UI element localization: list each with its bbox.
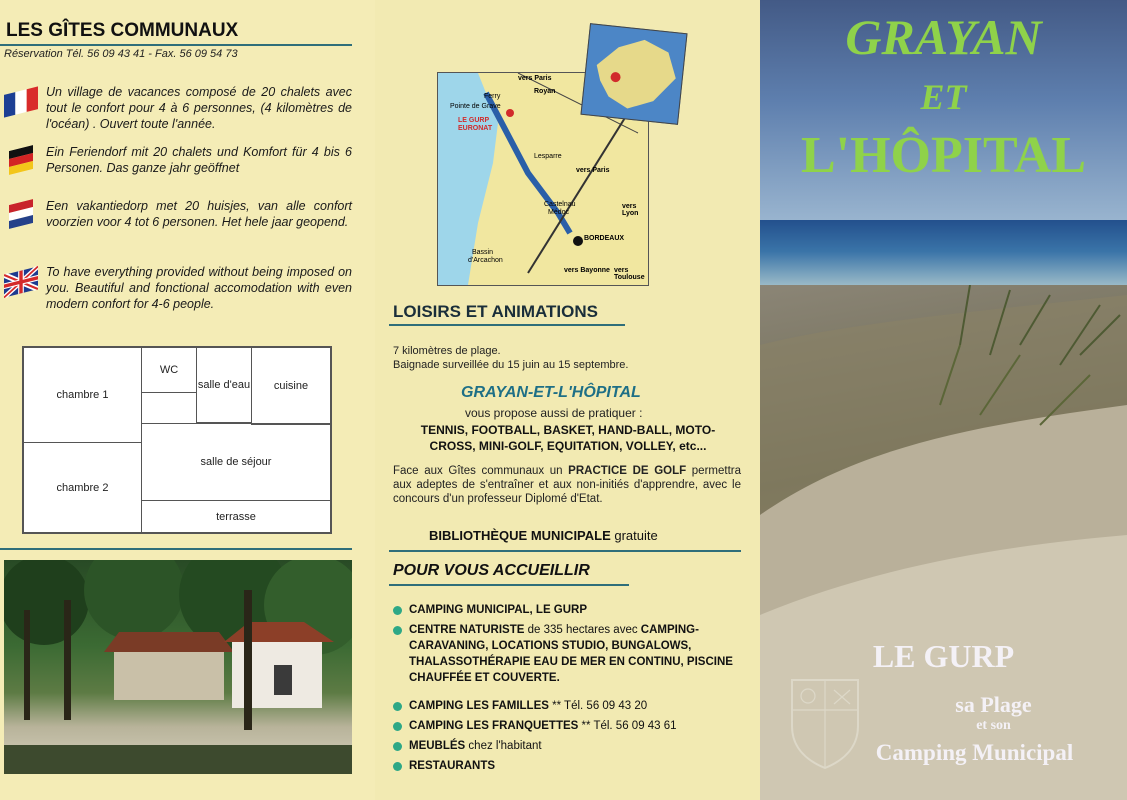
map-royan: Royan (534, 88, 556, 95)
familles-tel: ** Tél. 56 09 43 20 (548, 700, 648, 712)
map-medoc: Médoc (548, 209, 570, 216)
lang-text-nl: Een vakantiedorp met 20 huisjes, van alle confort voorzien voor 4 tot 6 personen. Het hele jaar geopend. (46, 199, 352, 229)
grayan-heading: GRAYAN-ET-L'HÔPITAL (461, 384, 641, 401)
cover-title-grayan: GRAYAN (845, 9, 1042, 65)
familles-bold: CAMPING LES FAMILLES (409, 700, 549, 712)
golf-bold: PRACTICE DE GOLF (568, 465, 687, 477)
golf-post: permettra aux adeptes de s'entraîner et aux non-initiés d'apprendre, avec le concours d'un professeur Diplomé d'Etat. (393, 465, 741, 505)
map-vers-paris-1: vers Paris (518, 75, 552, 82)
gites-title: LES GÎTES COMMUNAUX (6, 20, 239, 41)
middle-panel (375, 0, 760, 800)
title-rule (0, 44, 352, 46)
room-label: terrasse (216, 510, 256, 523)
loisirs-heading: LOISIRS ET ANIMATIONS (393, 302, 598, 321)
room-label: salle d'eau (197, 379, 251, 391)
meubles-bold: MEUBLÉS (409, 740, 466, 752)
bullet-icon (393, 722, 402, 731)
room-label: salle de séjour (200, 456, 272, 468)
map-bordeaux: BORDEAUX (584, 235, 625, 242)
map-castelnau: Castelnau (544, 201, 576, 208)
sports-line-2: CROSS, MINI-GOLF, EQUITATION, VOLLEY, etc... (429, 439, 707, 453)
loisirs-rule (389, 324, 625, 326)
golf-pre: Face aux Gîtes communaux un (393, 465, 569, 477)
franquettes-tel: ** Tél. 56 09 43 61 (578, 720, 677, 732)
room-label: cuisine (273, 380, 309, 392)
cover-title-et: ET (920, 77, 967, 117)
naturiste-mid: de 335 hectares avec (524, 624, 641, 636)
map-arcachon: d'Arcachon (468, 257, 503, 264)
uk-flag-icon (4, 266, 38, 298)
accueil-item-text (409, 738, 743, 754)
room-label: chambre 1 (56, 389, 109, 401)
room-wc (141, 347, 197, 393)
reservation-line: Réservation Tél. 56 09 43 41 - Fax. 56 09 54 73 (4, 48, 238, 60)
accueil-item-text: RESTAURANTS (409, 760, 496, 772)
golf-paragraph (393, 464, 741, 506)
germany-flag-icon (4, 144, 38, 176)
room-chambre-2 (23, 442, 142, 533)
lang-text-fr: Un village de vacances composé de 20 chalets avec tout le confort pour 4 à 6 personnes, (4 kilomètres de l'océan) . Ouvert toute l'année. (46, 85, 352, 131)
europe-shape (582, 24, 687, 124)
meubles-rest: chez l'habitant (465, 740, 542, 752)
room-terrasse (141, 500, 331, 533)
plage-line: 7 kilomètres de plage. (393, 345, 501, 357)
biblio-rest: gratuite (610, 528, 658, 543)
room-sejour (141, 423, 331, 501)
room-label: WC (159, 364, 179, 376)
accueil-top-rule (389, 550, 741, 552)
map-ferry: Ferry (484, 93, 501, 100)
accueil-item-text (409, 718, 743, 734)
cover-et-son: et son (976, 718, 1011, 733)
chalets-illustration (4, 560, 352, 774)
naturiste-bold-2: CAMPING-CARAVANING, LOCATIONS STUDIO, BUNGALOWS, THALASSOTHÉRAPIE EAU DE MER EN CONTINU, PISCINE CHAUFFÉE ET COUVERTE. (409, 624, 733, 684)
franquettes-bold: CAMPING LES FRANQUETTES (409, 720, 579, 732)
lang-text-en: To have everything provided without being imposed on you. Beautiful and fonctional accomodation with even modern confort for 4-6 people. (46, 265, 352, 311)
right-panel-cover (760, 0, 1127, 800)
lang-text-de: Ein Feriendorf mit 20 chalets und Komfort für 4 bis 6 Personen. Das ganze jahr geöffnet (46, 145, 352, 175)
cover-le-gurp: LE GURP (872, 638, 1015, 674)
map-euronat: EURONAT (458, 125, 493, 132)
accueil-item-text (409, 698, 743, 714)
naturiste-bold: CENTRE NATURISTE (409, 624, 525, 636)
biblio-bold: BIBLIOTHÈQUE MUNICIPALE (429, 528, 611, 543)
baignade-line: Baignade surveillée du 15 juin au 15 septembre. (393, 359, 629, 371)
accueil-rule (389, 584, 629, 586)
cover-camping-municipal: Camping Municipal (875, 740, 1074, 765)
sea-background (760, 220, 1127, 290)
room-label: chambre 2 (56, 481, 109, 494)
room-salle-eau (196, 347, 252, 423)
sports-list (393, 422, 743, 454)
floor-plan (22, 346, 332, 534)
section-rule (0, 548, 352, 550)
map-vers-lyon: vers Lyon (622, 203, 639, 217)
accueil-heading: POUR VOUS ACCUEILLIR (393, 562, 590, 579)
bibliotheque-line (429, 528, 658, 543)
bullet-icon (393, 702, 402, 711)
bullet-icon (393, 606, 402, 615)
room-chambre-1 (23, 347, 142, 443)
france-flag-icon (4, 86, 38, 118)
accueil-item-text (409, 622, 743, 686)
sports-line-1: TENNIS, FOOTBALL, BASKET, HAND-BALL, MOTO- (420, 423, 716, 437)
accueil-item-text: CAMPING MUNICIPAL, LE GURP (409, 604, 588, 616)
map-vers-toulouse: vers Toulouse (614, 267, 645, 281)
cover-sa-plage: sa Plage (955, 692, 1032, 717)
bullet-icon (393, 742, 402, 751)
bullet-icon (393, 626, 402, 635)
europe-inset-map (580, 23, 687, 125)
map-bassin: Bassin (472, 249, 494, 256)
room-cuisine (251, 347, 331, 425)
chalets-photo (4, 560, 352, 774)
netherlands-flag-icon (4, 198, 38, 230)
left-panel (0, 0, 375, 800)
map-vers-bayonne: vers Bayonne (564, 267, 610, 274)
map-pointe-de-grave: Pointe de Grave (450, 103, 501, 110)
propose-line: vous propose aussi de pratiquer : (465, 406, 643, 420)
cover-title-hopital: L'HÔPITAL (800, 127, 1087, 184)
map-lesparre: Lesparre (534, 153, 562, 160)
map-vers-paris-2: vers Paris (576, 167, 610, 174)
bullet-icon (393, 762, 402, 771)
map-le-gurp: LE GURP (458, 117, 490, 124)
